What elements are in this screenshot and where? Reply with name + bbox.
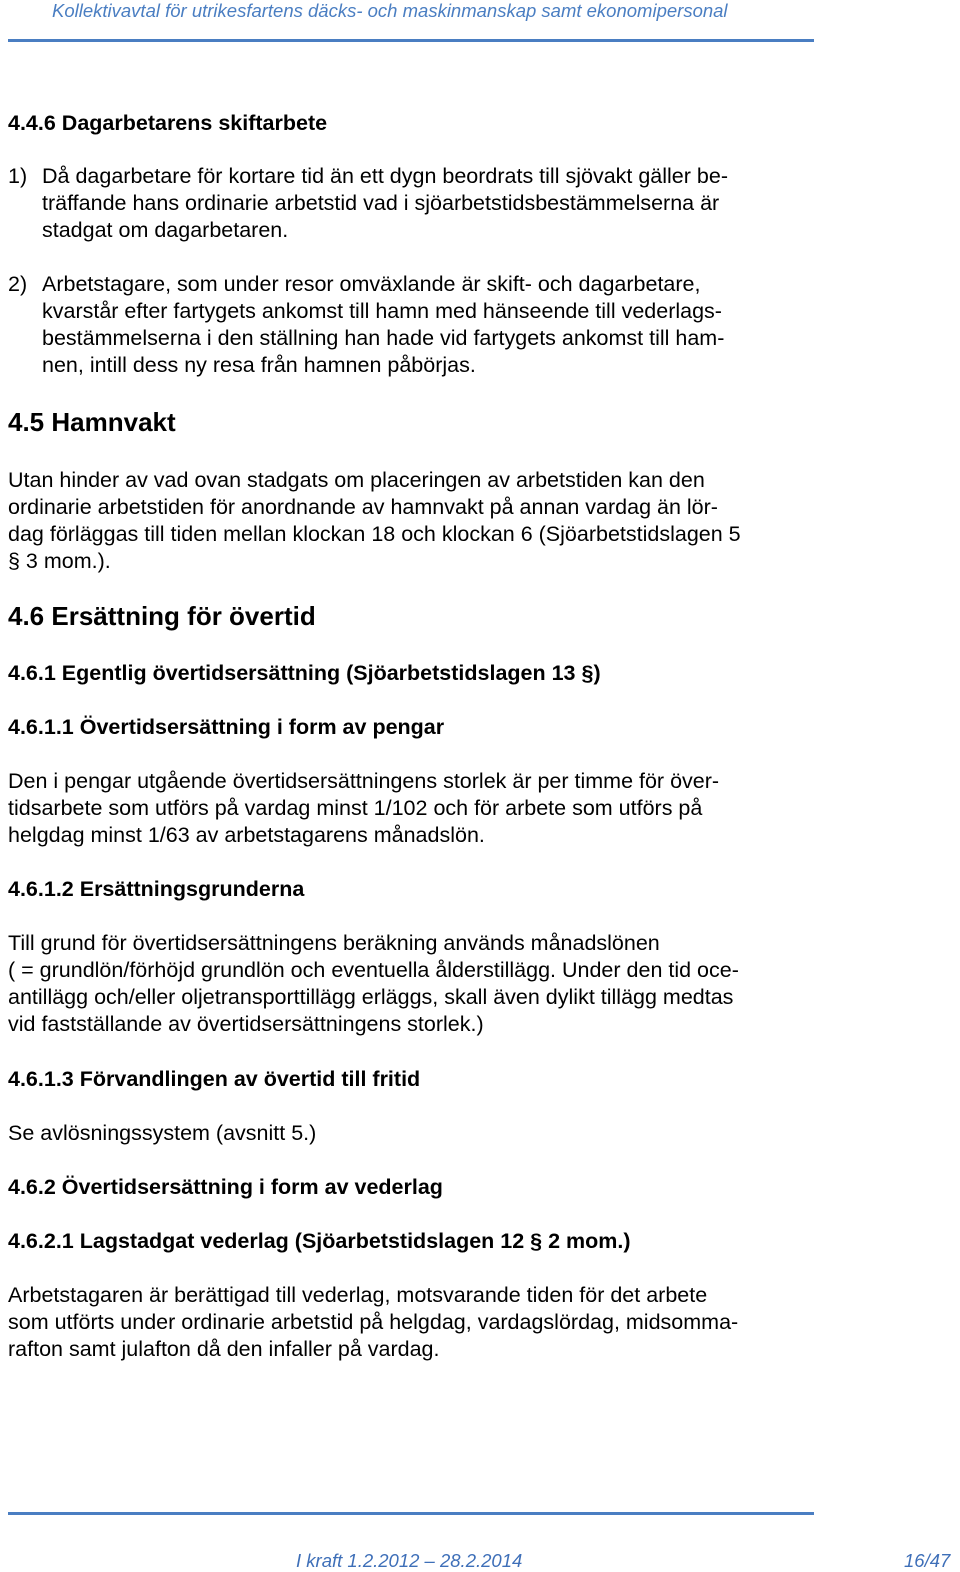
list-item-2-line: nen, intill dess ny resa från hamnen påbörjas. [42,353,476,377]
paragraph-line: helgdag minst 1/63 av arbetstagarens månadslön. [8,823,485,847]
paragraph-line: tidsarbete som utförs på vardag minst 1/102 och för arbete som utförs på [8,796,703,820]
paragraph-line: ordinarie arbetstiden för anordnande av hamnvakt på annan vardag än lör- [8,495,718,519]
list-marker-2: 2) [8,272,28,296]
list-marker-1: 1) [8,164,28,188]
list-item-1-line: stadgat om dagarbetaren. [42,218,289,242]
paragraph-line: Se avlösningssystem (avsnitt 5.) [8,1121,317,1145]
paragraph-line: dag förläggas till tiden mellan klockan 18 och klockan 6 (Sjöarbetstidslagen 5 [8,522,741,546]
heading-4-6-1-2: 4.6.1.2 Ersättningsgrunderna [8,877,305,901]
paragraph-line: vid fastställande av övertidsersättningens storlek.) [8,1012,484,1036]
list-item-1-line: träffande hans ordinarie arbetstid vad i sjöarbetstidsbestämmelserna är [42,191,720,215]
heading-4-6-1-1: 4.6.1.1 Övertidsersättning i form av pengar [8,715,445,739]
heading-4-6-1: 4.6.1 Egentlig övertidsersättning (Sjöarbetstidslagen 13 §) [8,661,601,685]
heading-4-6-2: 4.6.2 Övertidsersättning i form av vederlag [8,1175,443,1199]
paragraph-line: Till grund för övertidsersättningens beräkning används månadslönen [8,931,660,955]
paragraph-line: antillägg och/eller oljetransporttillägg erläggs, skall även dylikt tillägg medtas [8,985,734,1009]
paragraph-line: som utförts under ordinarie arbetstid på helgdag, vardagslördag, midsomma- [8,1310,739,1334]
heading-4-4-6: 4.4.6 Dagarbetarens skiftarbete [8,111,328,135]
paragraph-line: Arbetstagaren är berättigad till vederlag, motsvarande tiden för det arbete [8,1283,708,1307]
page-number: 16/47 [904,1550,951,1571]
paragraph-line: rafton samt julafton då den infaller på vardag. [8,1337,440,1361]
paragraph-line: Utan hinder av vad ovan stadgats om placeringen av arbetstiden kan den [8,468,705,492]
footer-rule [8,1512,814,1515]
heading-4-6-2-1: 4.6.2.1 Lagstadgat vederlag (Sjöarbetstidslagen 12 § 2 mom.) [8,1229,631,1253]
list-item-1-line: Då dagarbetare för kortare tid än ett dygn beordrats till sjövakt gäller be- [42,164,728,188]
list-item-2-line: Arbetstagare, som under resor omväxlande är skift- och dagarbetare, [42,272,701,296]
heading-4-5: 4.5 Hamnvakt [8,407,176,437]
list-item-2-line: bestämmelserna i den ställning han hade vid fartygets ankomst till ham- [42,326,725,350]
paragraph-line: ( = grundlön/förhöjd grundlön och eventuella ålderstillägg. Under den tid oce- [8,958,739,982]
heading-4-6: 4.6 Ersättning för övertid [8,601,316,631]
document-header: Kollektivavtal för utrikesfartens däcks- och maskinmanskap samt ekonomipersonal [52,0,728,21]
paragraph-line: Den i pengar utgående övertidsersättningens storlek är per timme för över- [8,769,720,793]
footer-validity: I kraft 1.2.2012 – 28.2.2014 [296,1550,523,1571]
paragraph-line: § 3 mom.). [8,549,111,573]
heading-4-6-1-3: 4.6.1.3 Förvandlingen av övertid till fritid [8,1067,421,1091]
header-rule [8,39,814,42]
list-item-2-line: kvarstår efter fartygets ankomst till hamn med hänseende till vederlags- [42,299,722,323]
